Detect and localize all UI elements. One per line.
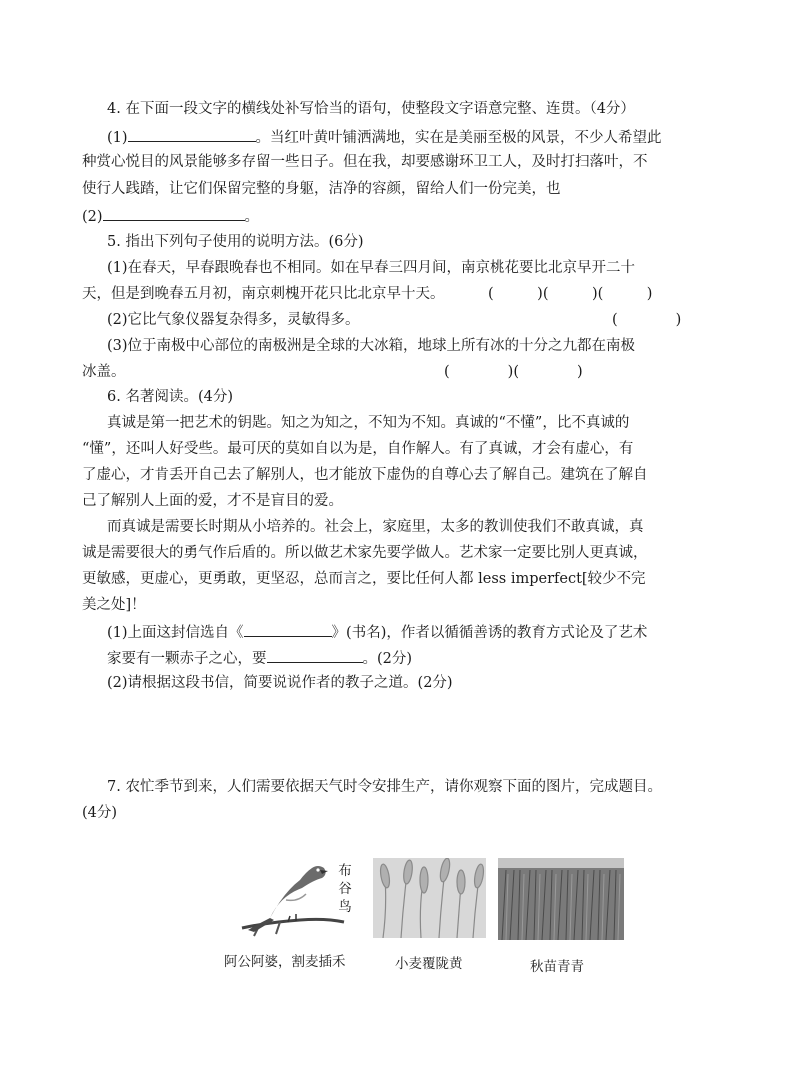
- q6-sub1-line2: [107, 647, 412, 669]
- q6-p2-line1: 而真诚是需要长时期从小培养的。社会上，家庭里，太多的教训使我们不敢真诚，真: [107, 519, 644, 535]
- rice-field-picture: [498, 858, 624, 940]
- bird-label-2: 谷: [338, 881, 352, 897]
- q5-title: 5. 指出下列句子使用的说明方法。(6分): [107, 234, 364, 250]
- q6-p2-line2: 诚是需要很大的勇气作后盾的。所以做艺术家先要学做人。艺术家一定要比别人更真诚，: [82, 545, 648, 561]
- q6-title: 6. 名著阅读。(4分): [107, 389, 233, 405]
- q4-line2: 种赏心悦目的风景能够多存留一些日子。但在我，却要感谢环卫工人，及时打扫落叶，不: [82, 154, 648, 170]
- q4-blank2-number: (2): [82, 209, 103, 225]
- q4-blank1-number: (1): [107, 130, 128, 146]
- bird-label-1: 布: [338, 863, 352, 879]
- q6-p1-line2: “懂”，还叫人好受些。最可厌的莫如自以为是，自作解人。有了真诚，才会有虚心，有: [82, 441, 634, 457]
- q6-p2-line4: 美之处]！: [82, 597, 146, 613]
- q6-p1-line3: 了虚心，才肯丢开自己去了解别人，也才能放下虚伪的自尊心去了解自己。建筑在了解自: [82, 467, 648, 483]
- q4-title: 4. 在下面一段文字的横线处补写恰当的语句，使整段文字语意完整、连贯。（4分）: [107, 101, 635, 117]
- q6-sub2: (2)请根据这段书信，简要说说作者的教子之道。(2分): [107, 675, 453, 691]
- caption-rice: 秋苗青青: [530, 959, 584, 975]
- cuckoo-bird-icon: [240, 858, 350, 940]
- q6-p2-line3: 更敏感，更虚心，更勇敢，更坚忍，总而言之，要比任何人都 less imperfect[较少不完: [82, 571, 646, 587]
- q4-line4-end: 。: [244, 209, 260, 225]
- q4-line3: 使行人践踏，让它们保留完整的身躯，洁净的容颜，留给人们一份完美，也: [82, 181, 561, 197]
- cuckoo-bird-picture: [240, 858, 350, 940]
- caption-bird: 阿公阿婆，割麦插禾: [224, 954, 346, 970]
- q6-sub1b-suffix: 。(2分): [362, 651, 413, 667]
- q6-p1-line4: 己了解别人上面的爱，才不是盲目的爱。: [82, 493, 343, 509]
- q5-s2-answer-parens[interactable]: ( ): [612, 312, 682, 328]
- q6-sub1-line1: [107, 621, 647, 643]
- q5-s1-line1: (1)在春天，早春跟晚春也不相同。如在早春三四月间，南京桃花要比北京早开二十: [107, 260, 636, 276]
- q7-title-score: (4分): [82, 805, 118, 821]
- q5-s3-line2: 冰盖。: [82, 364, 126, 380]
- q6-sub1-suffix: 》(书名)，作者以循循善诱的教育方式论及了艺术: [331, 625, 648, 641]
- q5-s2: (2)它比气象仪器复杂得多，灵敏得多。: [107, 312, 360, 328]
- q4-line1: [107, 126, 662, 148]
- q4-line1-text: 。当红叶黄叶铺洒满地，实在是美丽至极的风景，不少人希望此: [255, 130, 662, 146]
- wheat-icon: [373, 858, 486, 938]
- q6-sub1b-prefix: 家要有一颗赤子之心，要: [107, 651, 267, 667]
- rice-field-icon: [498, 858, 624, 940]
- q5-s3-answer-parens[interactable]: ( )( ): [444, 364, 583, 380]
- q6-book-title-blank[interactable]: [244, 621, 332, 637]
- q5-s1-line2: 天，但是到晚春五月初，南京刺槐开花只比北京早十天。: [82, 286, 445, 302]
- caption-wheat: 小麦覆陇黄: [395, 956, 463, 972]
- q5-s1-answer-parens[interactable]: ( )( )( ): [488, 286, 653, 302]
- q7-title: 7. 农忙季节到来，人们需要依据天气时令安排生产，请你观察下面的图片，完成题目。: [107, 779, 662, 795]
- q5-s3-line1: (3)位于南极中心部位的南极洲是全球的大冰箱，地球上所有冰的十分之九都在南极: [107, 338, 636, 354]
- q6-heart-blank[interactable]: [267, 647, 363, 663]
- q4-line4: [82, 205, 259, 227]
- wheat-picture: [373, 858, 486, 938]
- q4-blank2[interactable]: [103, 205, 245, 221]
- q6-sub1-prefix: (1)上面这封信选自《: [107, 625, 244, 641]
- q6-p1-line1: 真诚是第一把艺术的钥匙。知之为知之，不知为不知。真诚的“不懂”，比不真诚的: [107, 415, 630, 431]
- q4-blank1[interactable]: [128, 126, 256, 142]
- bird-label-3: 鸟: [338, 899, 352, 915]
